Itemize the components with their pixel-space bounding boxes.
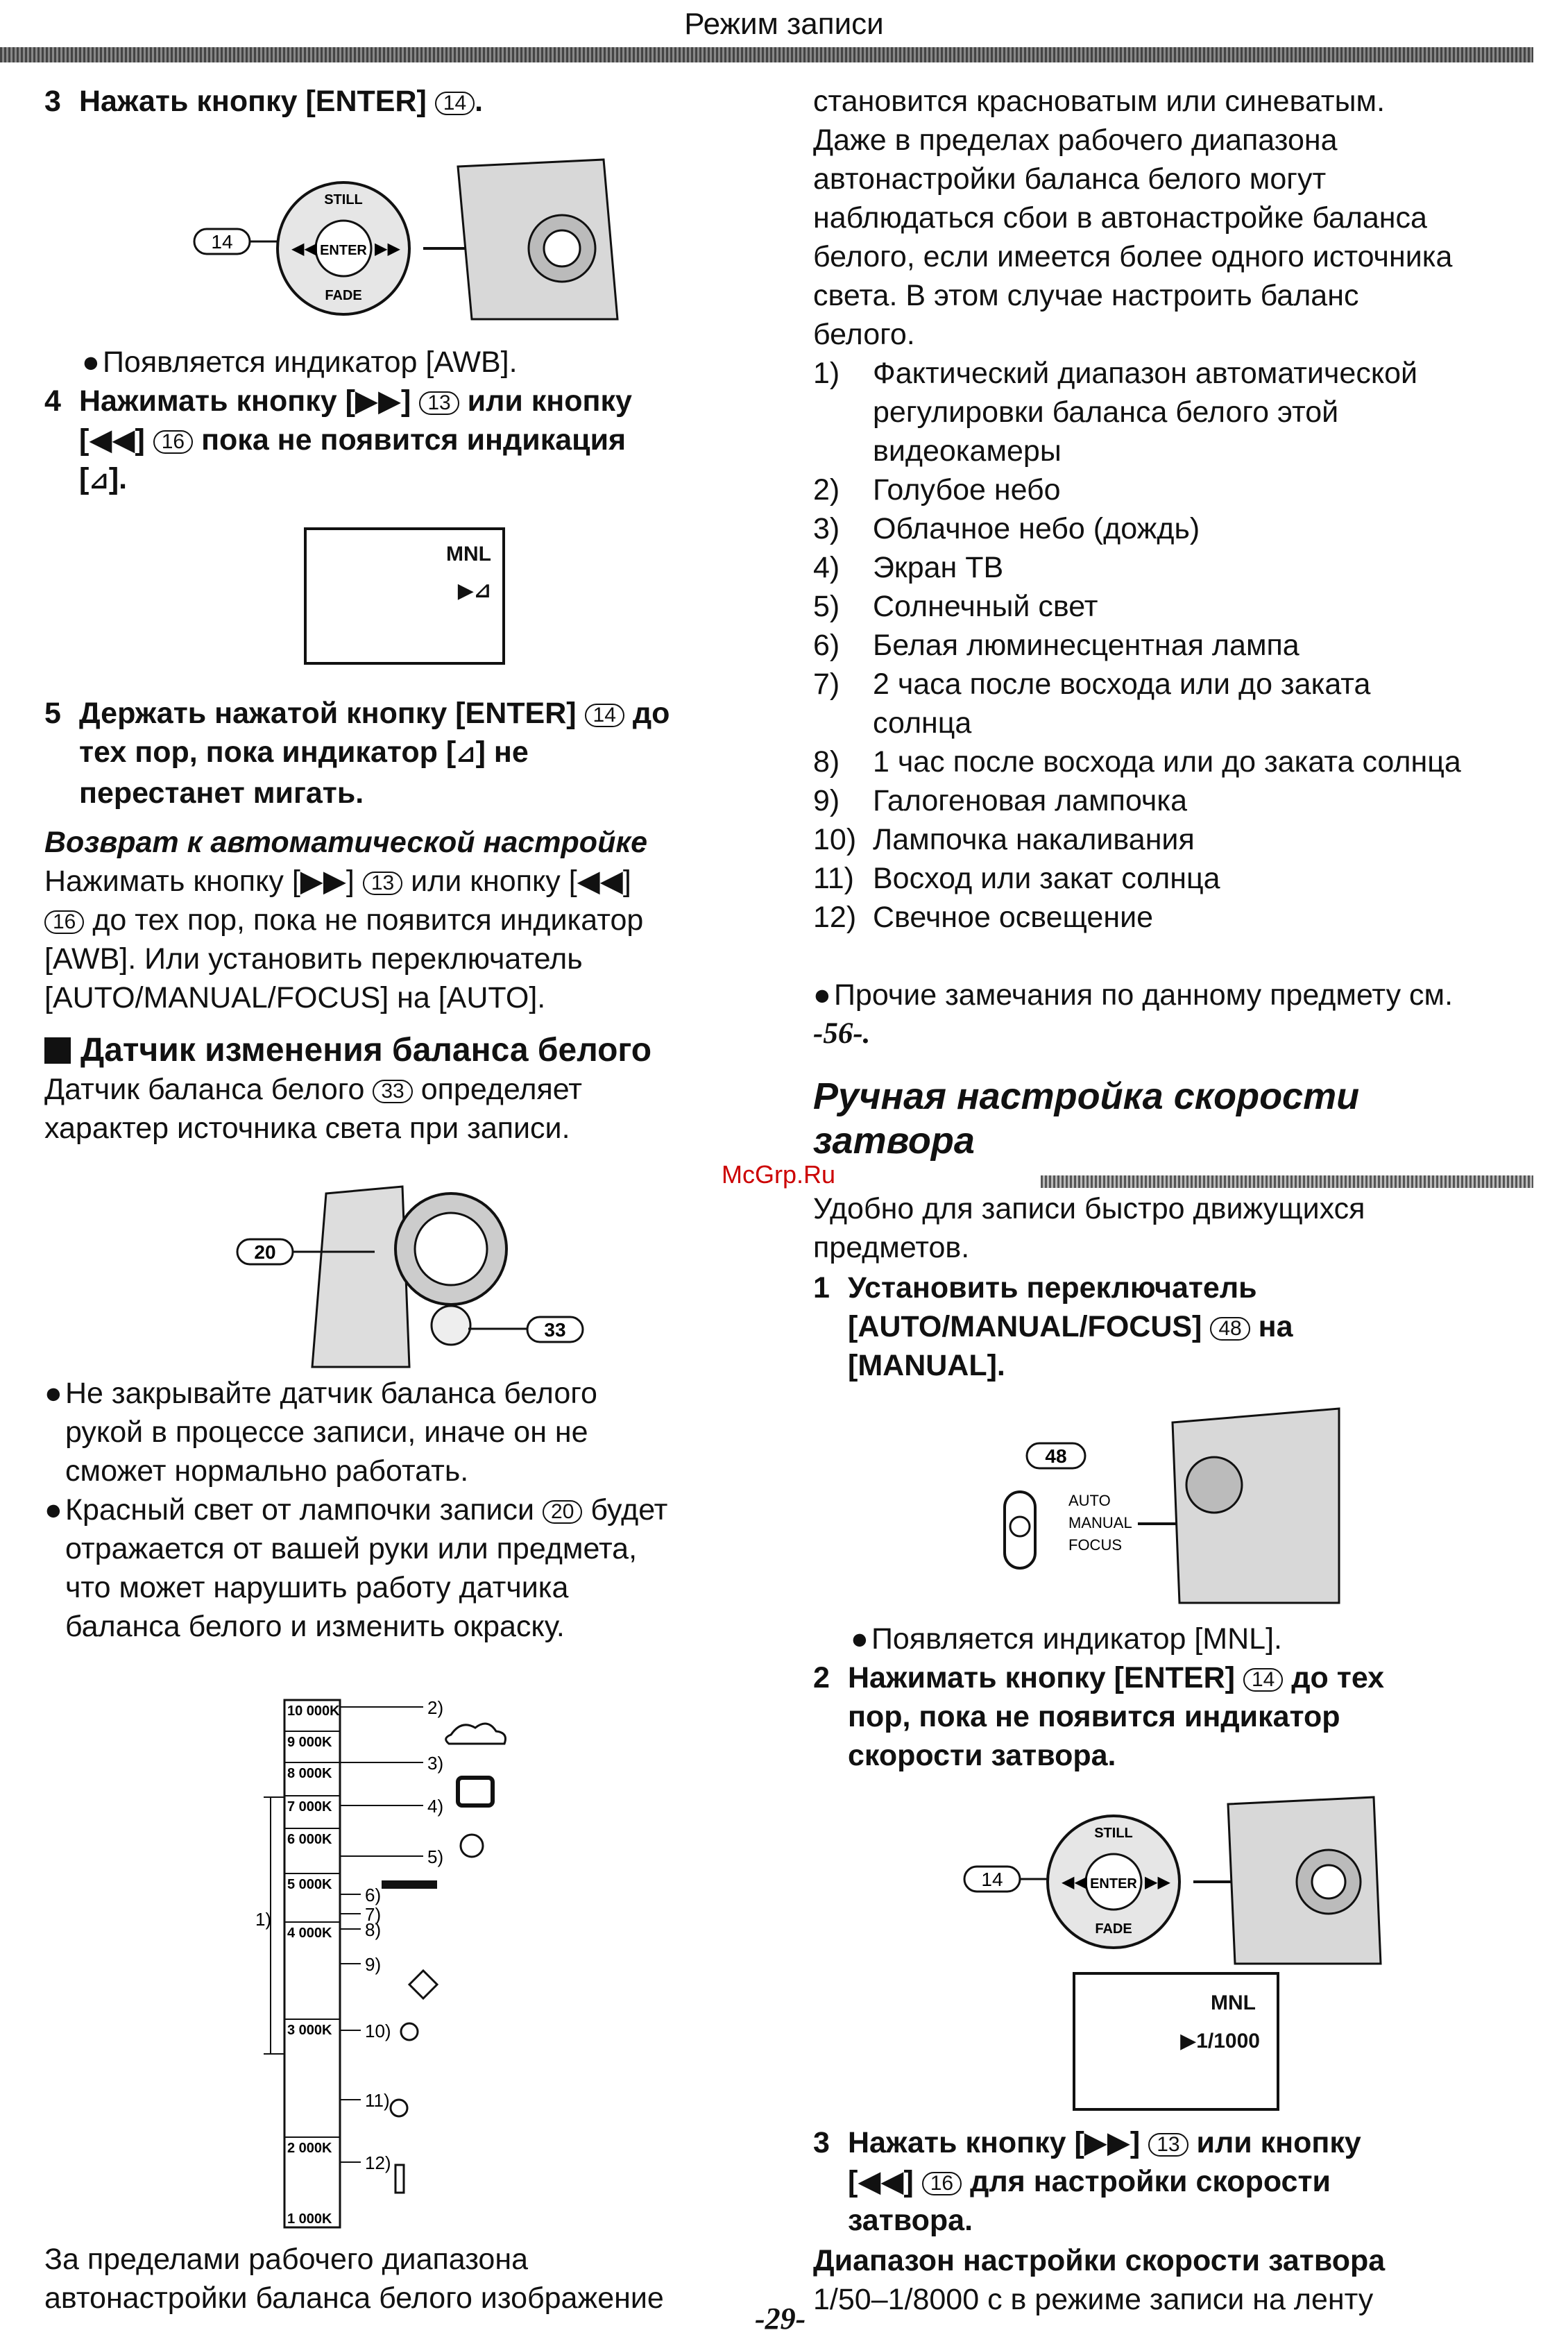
scale-marker-label: 10) [365,2021,391,2041]
forward-icon: ▶▶ [375,239,400,258]
rewind-icon: ◀◀ [1062,1872,1087,1892]
scale-tick-label: 3 000K [287,2023,332,2038]
forward-icon: ▶▶ [1145,1872,1170,1892]
svg-text:MANUAL: MANUAL [1068,1514,1132,1531]
scale-marker-label: 3) [427,1753,444,1774]
mode-switch [1005,1492,1035,1568]
light-source-list [813,354,1549,937]
list-item: 11) Восход или закат солнца [813,862,1220,895]
list-item: 12) Свечное освещение [813,901,1154,934]
lcd-display-2: MNL ▶1/1000 [1073,1972,1279,2111]
scale-marker-label: 6) [365,1885,382,1905]
scale-marker-label: 5) [427,1846,444,1867]
callout-33: 33 [544,1319,566,1341]
right-top-text: становится красноватым или синеватым. Даже в пределах рабочего диапазона автонастройки баланса белого могут наблюдаться сбои в автонастройке баланса белого, если имеется более одного источника света. В этом случае настроить баланс белого. [813,85,1453,351]
note-bullet: ● Прочие замечания по данному предмету см. -56-. [813,978,1454,1050]
scale-marker-label: 9) [365,1954,382,1975]
color-temperature-scale [250,1693,583,2234]
list-item: 3) Облачное небо (дождь) [813,512,1200,545]
list-item: 10) Лампочка накаливания [813,823,1195,856]
list-item: 9) Галогеновая лампочка [813,784,1187,817]
lcd-display-1: MNL ▶⊿ [304,527,505,665]
return-section: Возврат к автоматической настройке Нажимать кнопку [▶▶] 13 или кнопку [◀◀] 16 до тех пор, пока не появится индикатор [AWB]. Или установить переключатель [AUTO/MANUAL/FOCUS] на [AUTO]. [44,823,766,1017]
scale-tick-label: 8 000K [287,1766,332,1781]
bullet-mnl: ● Появляется индикатор [MNL]. [851,1622,1282,1656]
range-section: Диапазон настройки скорости затвора 1/50–1/8000 с в режиме записи на ленту [813,2244,1386,2316]
left-step3: 3 Нажать кнопку [ENTER] 14 . [44,85,484,118]
fluorescent-lamp-icon [382,1880,437,1889]
scale-marker-label: 8) [365,1919,382,1940]
callout-14: 14 [211,231,233,253]
scale-tick-label: 2 000K [287,2141,332,2156]
callout-48: 48 [1045,1445,1067,1467]
scale-tick-label: 7 000K [287,1799,332,1815]
scale-marker-label: 4) [427,1796,444,1817]
callout-20: 20 [254,1241,276,1263]
scale-tick-label: 5 000K [287,1877,332,1892]
camera-front-icon [312,1187,409,1367]
manual-wb-icon: ⊿ [473,579,491,602]
list-item: 5) Солнечный свет [813,590,1098,623]
scale-tick-label: 6 000K [287,1832,332,1847]
list-item: 1) Фактический диапазон автоматической регулировки баланса белого этой видеокамеры [813,357,1418,468]
sun-icon [461,1835,483,1857]
svg-text:ENTER: ENTER [1090,1876,1137,1892]
left-step4: 4 Нажимать кнопку [▶▶] 13 или кнопку [◀◀] 16 пока не появится индикация [⊿]. [44,384,632,495]
ref-badge: 14 [435,92,475,115]
page-header-title: Режим записи [684,7,884,41]
svg-text:FADE: FADE [325,288,362,303]
candle-icon [395,2165,404,2193]
shutter-step2: 2 Нажимать кнопку [ENTER] 14 до тех пор, пока не появится индикатор скорости затвора. [813,1661,1385,1772]
callout-14: 14 [981,1869,1003,1890]
cloud-icon [446,1724,506,1744]
section-square-icon [44,1037,71,1064]
bullet-awb: ● Появляется индикатор [AWB]. [82,346,518,379]
scale-marker-label: 2) [427,1697,444,1718]
svg-text:FOCUS: FOCUS [1068,1536,1122,1554]
wb-sensor-icon [432,1306,470,1345]
title-rule [1041,1175,1533,1188]
enter-dial-figure-2 [957,1790,1388,1971]
header-rule [0,47,1533,62]
shutter-step1: 1 Установить переключатель [AUTO/MANUAL/FOCUS] 48 на [MANUAL]. [813,1271,1293,1382]
list-item: 2) Голубое небо [813,473,1061,507]
svg-text:AUTO: AUTO [1068,1492,1111,1509]
scale-tick-label: 1 000K [287,2211,332,2227]
sunrise-icon [391,2100,407,2116]
shutter-title: Ручная настройка скорости затвора [813,1076,1360,1162]
watermark: McGrp.Ru [722,1160,836,1189]
shutter-step3: 3 Нажать кнопку [▶▶] 13 или кнопку [◀◀] 16 для настройки скорости затвора. [813,2126,1361,2237]
range-label: 1) [255,1909,272,1930]
list-item: 4) Экран ТВ [813,551,1004,584]
left-step5: 5 Держать нажатой кнопку [ENTER] 14 до тех пор, пока индикатор [⊿] не перестанет мигать. [44,697,670,810]
svg-text:STILL: STILL [324,192,363,207]
sensor-bullets: ● Не закрывайте датчик баланса белого рукой в процессе записи, иначе он не сможет нормально работать. ● Красный свет от лампочки записи 20 будет отражается от вашей руки или предмета, что может нарушить работу датчика баланса белого и изменить окраску. [44,1377,668,1643]
bulb-icon [401,2023,418,2040]
tv-icon [458,1778,493,1805]
wb-sensor-figure [229,1180,617,1374]
svg-text:FADE: FADE [1095,1921,1132,1937]
left-bottom-text: За пределами рабочего диапазона автонастройки баланса белого изображение [44,2243,664,2315]
scale-marker-label: 11) [365,2090,390,2111]
mode-switch-figure [992,1402,1353,1610]
list-item: 8) 1 час после восхода или до заката солнца [813,745,1461,779]
scale-marker-label: 12) [365,2152,391,2173]
scale-marker-label: 7) [365,1904,382,1925]
shutter-intro: Удобно для записи быстро движущихся предметов. [813,1192,1365,1264]
sensor-title: Датчик изменения баланса белого [44,1031,766,1070]
return-title: Возврат к автоматической настройке [44,826,648,859]
scale-tick-label: 4 000K [287,1926,332,1941]
sensor-section: Датчик изменения баланса белого Датчик баланса белого 33 определяет характер источника света при записи. [44,1031,766,1148]
list-item: 6) Белая люминесцентная лампа [813,629,1299,662]
svg-text:STILL: STILL [1094,1826,1133,1841]
rewind-icon: ◀◀ [291,239,317,258]
enter-dial-figure [187,146,624,326]
manual-wb-icon: ⊿ [89,468,109,494]
manual-wb-icon: ⊿ [456,741,476,767]
page-number: -29- [755,2302,806,2336]
scale-tick-label: 9 000K [287,1735,332,1750]
halogen-lamp-icon [409,1971,437,1998]
scale-tick-label: 10 000K [287,1703,340,1719]
list-item: 7) 2 часа после восхода или до заката солнца [813,668,1371,740]
svg-text:ENTER: ENTER [320,243,367,258]
